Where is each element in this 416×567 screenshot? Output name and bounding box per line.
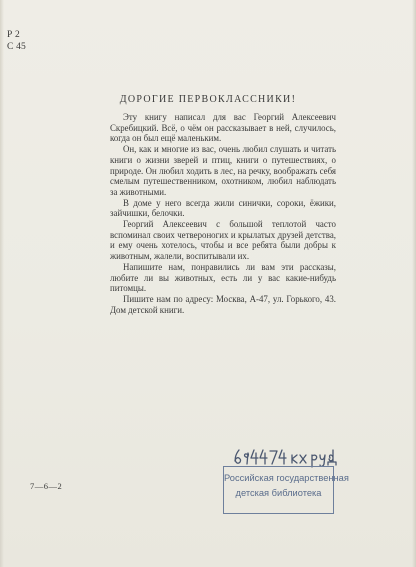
stamp-line-2: детская библиотека: [235, 488, 322, 498]
handwritten-inventory-number: [232, 446, 344, 468]
classification-line-2: С 45: [7, 42, 27, 52]
print-code: 7—6—2: [30, 481, 63, 491]
inventory-text: [232, 446, 233, 447]
page-edge-right: [412, 0, 416, 567]
classification-line-1: Р 2: [7, 30, 21, 40]
paragraph-4: Георгий Алексеевич с большой теплотой часто вспоминал своих четвероногих и крылатых друзей детства, и ему очень хотелось, чтобы и все ребята были добры к животным, жалели, воспитывали их.: [110, 219, 336, 262]
letter-body: [110, 112, 336, 315]
stamp-line-1: Российская государственная: [224, 473, 349, 483]
page-title: ДОРОГИЕ ПЕРВОКЛАССНИКИ!: [119, 94, 297, 105]
paragraph-5: Напишите нам, понравились ли вам эти рассказы, любите ли вы животных, есть ли у вас какие-нибудь питомцы.: [110, 261, 336, 294]
paragraph-3: В доме у него всегда жили синички, сороки, ёжики, зайчишки, белочки.: [110, 197, 336, 219]
library-classification: [7, 29, 26, 53]
library-stamp: [223, 466, 349, 514]
paragraph-1: Эту книгу написал для вас Георгий Алексеевич Скребицкий. Всё, о чём он рассказывает в ней, случилось, когда он был ещё маленьким.: [110, 112, 336, 144]
paragraph-2: Он, как и многие из вас, очень любил слушать и читать книги о жизни зверей и птиц, книги о путешествиях, о природе. Он любил ходить в лес, на речку, воображать себя смелым путешественником, охотником, любил наблюдать за животными.: [110, 144, 336, 197]
page-edge-left: [0, 0, 4, 567]
paragraph-6: Пишите нам по адресу: Москва, А-47, ул. Горького, 43. Дом детской книги.: [110, 293, 336, 315]
handwriting-drawing: [232, 446, 344, 468]
